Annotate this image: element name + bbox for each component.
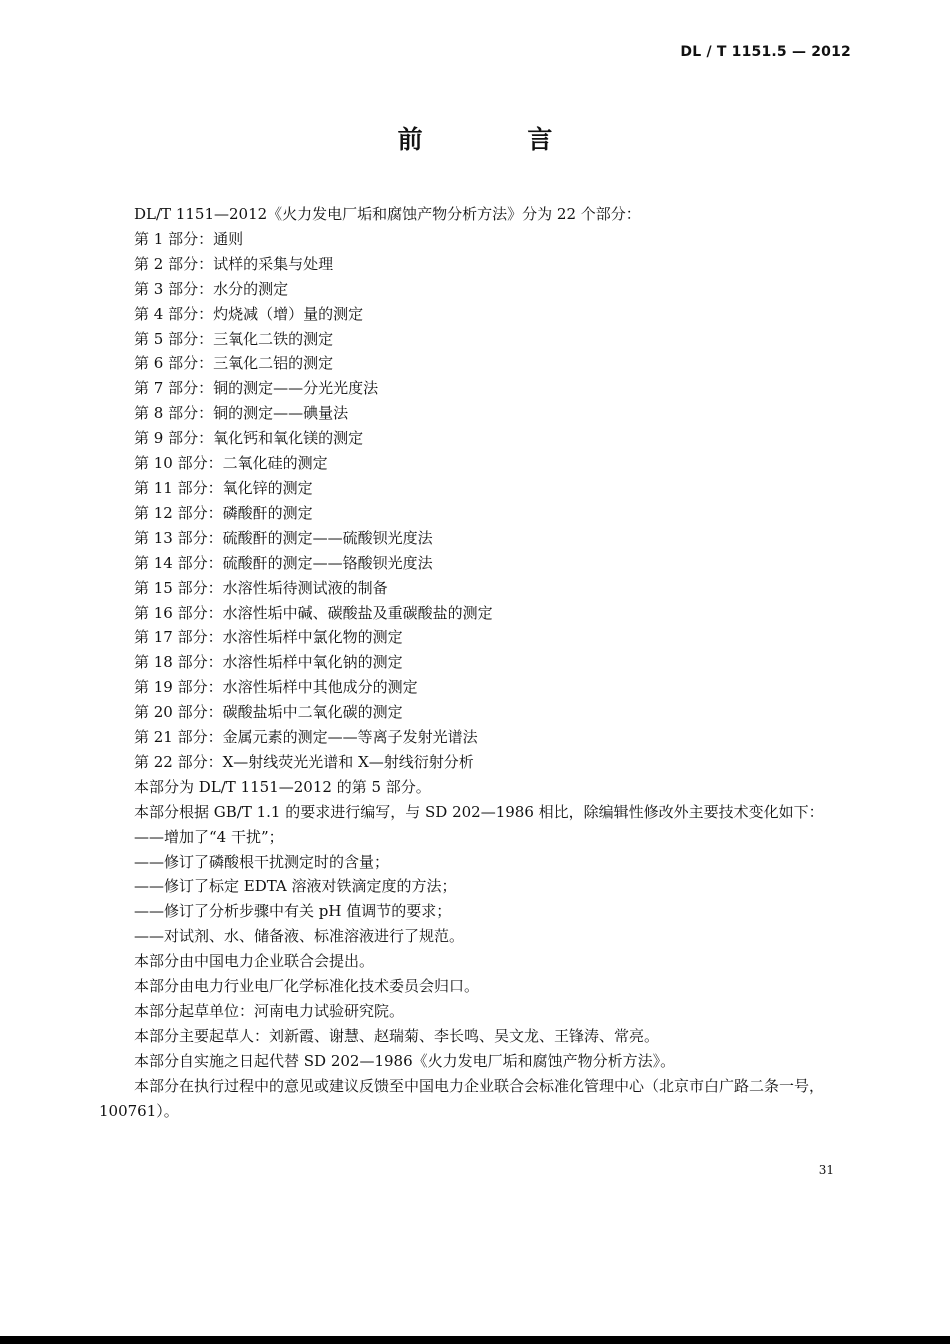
change-item: ——修订了标定 EDTA 溶液对铁滴定度的方法；	[134, 877, 457, 896]
part-item: 第 21 部分：金属元素的测定——等离子发射光谱法	[134, 728, 478, 747]
change-item: ——修订了分析步骤中有关 pH 值调节的要求；	[134, 902, 452, 921]
intro-line: DL/T 1151—2012《火力发电厂垢和腐蚀产物分析方法》分为 22 个部分：	[134, 205, 641, 223]
part-item: 第 14 部分：硫酸酐的测定——铬酸钡光度法	[134, 553, 433, 572]
part-item: 第 20 部分：碳酸盐垢中二氧化碳的测定	[134, 703, 403, 722]
part-item: 第 4 部分：灼烧减（增）量的测定	[134, 304, 364, 323]
part-item: 第 8 部分：铜的测定——碘量法	[134, 404, 349, 423]
bottom-border	[0, 1336, 950, 1344]
part-item: 第 15 部分：水溶性垢待测试液的制备	[134, 578, 388, 597]
part-item: 第 22 部分：X—射线荧光光谱和 X—射线衍射分析	[134, 752, 474, 771]
part-item: 第 3 部分：水分的测定	[134, 279, 289, 298]
change-item: ——对试剂、水、储备液、标准溶液进行了规范。	[134, 927, 465, 946]
proposer-line: 本部分由中国电力企业联合会提出。	[134, 952, 375, 971]
part-item: 第 16 部分：水溶性垢中碱、碳酸盐及重碳酸盐的测定	[134, 603, 493, 622]
change-item: ——增加了“4 干扰”；	[134, 827, 284, 846]
part-item: 第 9 部分：氧化钙和氧化镁的测定	[134, 429, 364, 448]
committee-line: 本部分由电力行业电厂化学标准化技术委员会归口。	[134, 977, 480, 996]
document-code: DL / T 1151.5 — 2012	[680, 44, 851, 60]
part-item: 第 13 部分：硫酸酐的测定——硫酸钡光度法	[134, 528, 433, 547]
drafters-line: 本部分主要起草人：刘新霞、谢慧、赵瑞菊、李长鸣、吴文龙、王锋涛、常亮。	[134, 1026, 660, 1045]
part-item: 第 17 部分：水溶性垢样中氯化物的测定	[134, 628, 403, 647]
feedback-paragraph: 本部分在执行过程中的意见或建议反馈至中国电力企业联合会标准化管理中心（北京市白广路二条一号，100761）。	[99, 1076, 825, 1120]
foreword-body	[99, 202, 855, 1124]
part-item: 第 11 部分：氧化锌的测定	[134, 478, 313, 497]
part-item: 第 5 部分：三氧化二铁的测定	[134, 329, 334, 348]
part-item: 第 7 部分：铜的测定——分光光度法	[134, 379, 379, 398]
part-item: 第 1 部分：通则	[134, 229, 244, 248]
page-title: 前 言	[397, 125, 601, 154]
part-note: 本部分为 DL/T 1151—2012 的第 5 部分。	[134, 777, 431, 796]
changes-intro: 本部分根据 GB/T 1.1 的要求进行编写，与 SD 202—1986 相比，除编辑性修改外主要技术变化如下：	[134, 802, 824, 821]
replacement-line: 本部分自实施之日起代替 SD 202—1986《火力发电厂垢和腐蚀产物分析方法》。	[134, 1051, 676, 1070]
part-item: 第 2 部分：试样的采集与处理	[134, 254, 334, 273]
drafting-unit-line: 本部分起草单位：河南电力试验研究院。	[134, 1002, 405, 1020]
part-item: 第 10 部分：二氧化硅的测定	[134, 454, 328, 473]
change-item: ——修订了磷酸根干扰测定时的含量；	[134, 852, 390, 871]
part-item: 第 19 部分：水溶性垢样中其他成分的测定	[134, 678, 418, 697]
part-item: 第 6 部分：三氧化二铝的测定	[134, 354, 334, 373]
page-number: 31	[818, 1163, 834, 1177]
part-item: 第 18 部分：水溶性垢样中氧化钠的测定	[134, 653, 403, 672]
part-item: 第 12 部分：磷酸酐的测定	[134, 503, 313, 522]
